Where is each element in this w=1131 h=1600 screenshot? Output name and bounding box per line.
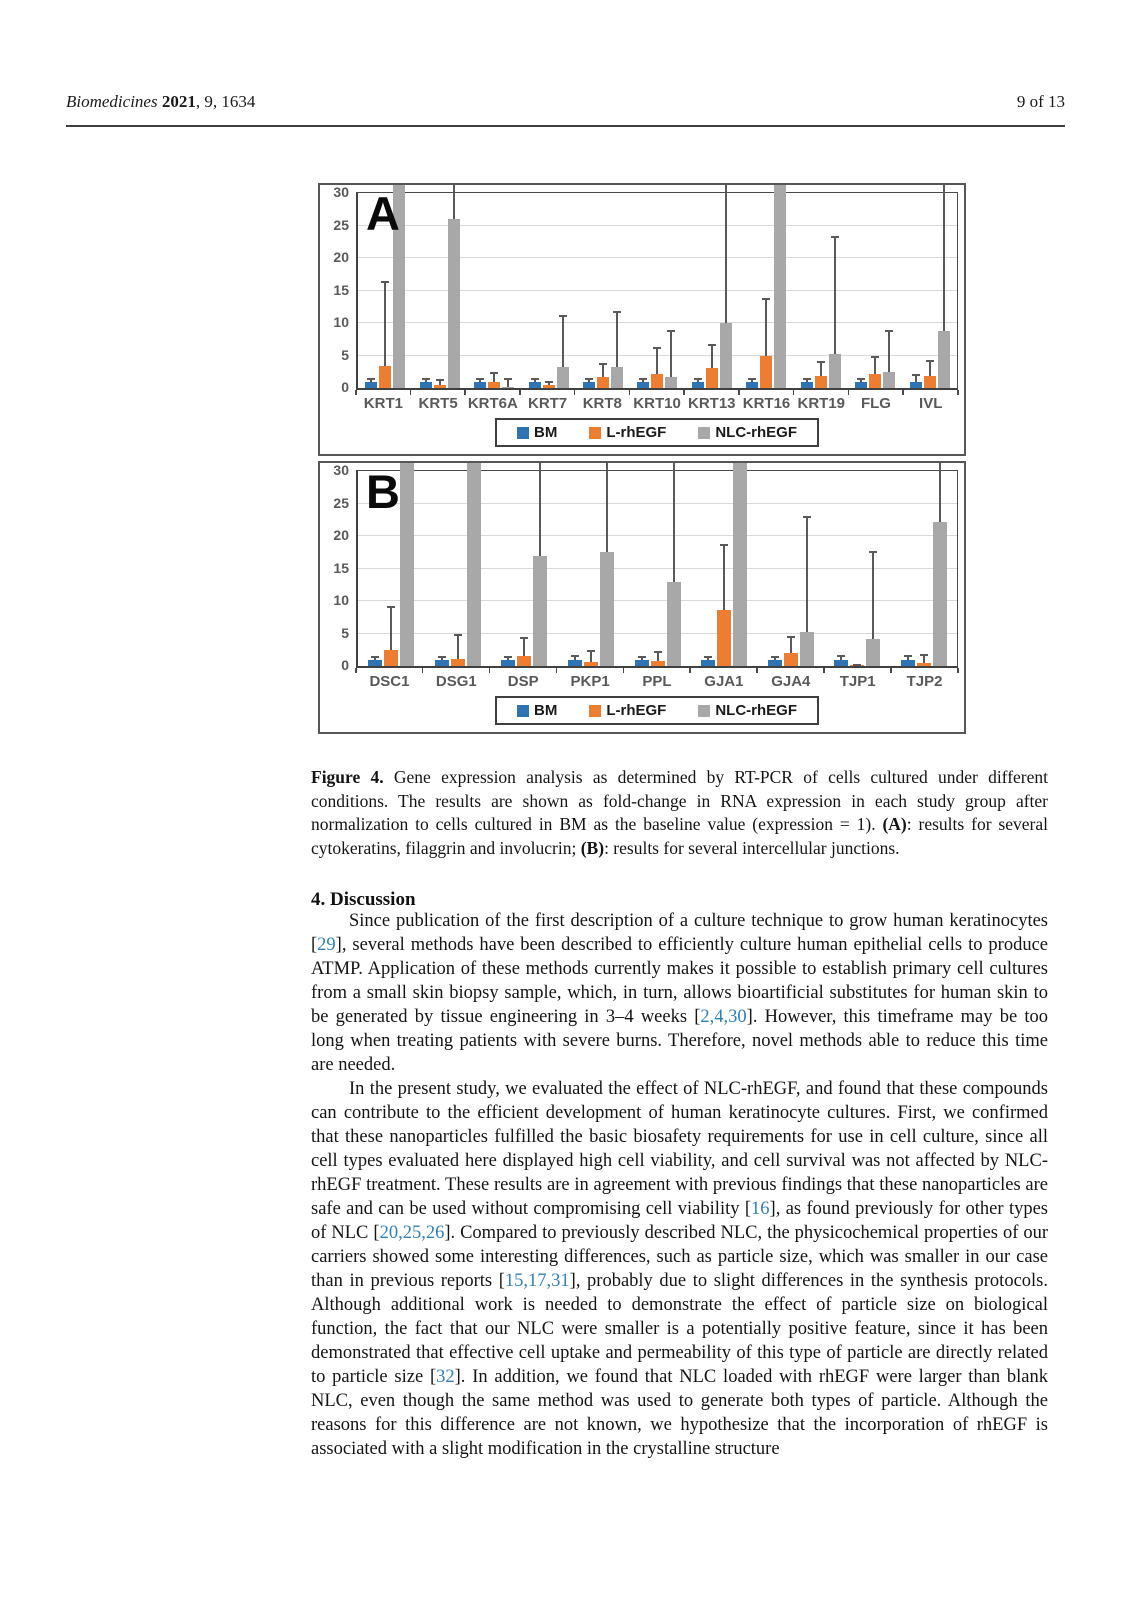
bar-nlc-rhegf-tjp2 [933, 522, 947, 666]
error-bar [923, 654, 925, 662]
error-bar [616, 311, 618, 366]
panel-letter-a: A [366, 187, 400, 240]
axis-tick [957, 390, 959, 395]
journal-citation [66, 92, 255, 112]
bar-l-rhegf-ppl [651, 661, 665, 666]
axis-tick [519, 390, 521, 395]
error-bar [534, 378, 536, 382]
error-bar [642, 378, 644, 382]
axis-tick [957, 668, 959, 673]
axis-tick [683, 390, 685, 395]
x-tick-label-krt6a: KRT6A [467, 395, 518, 412]
error-bar [860, 378, 862, 382]
axis-tick [410, 390, 412, 395]
axis-tick [464, 390, 466, 395]
x-tick-label-gja4: GJA4 [771, 673, 811, 690]
error-bar [790, 636, 792, 653]
error-bar [479, 378, 481, 382]
error-bar [523, 637, 525, 657]
error-bar [390, 606, 392, 650]
chart-legend [495, 418, 819, 447]
bar-group-ivl [903, 183, 957, 388]
error-bar [574, 655, 576, 660]
y-tick-label: 25 [333, 216, 349, 233]
y-tick-label: 15 [333, 559, 349, 576]
x-tick-label-dsg1: DSG1 [435, 673, 477, 690]
error-bar [856, 664, 858, 665]
error-bar [929, 360, 931, 376]
axis-tick [848, 390, 850, 395]
bar-group-krt7 [521, 183, 575, 388]
chart-panel-a [318, 183, 966, 456]
page-header [66, 92, 1065, 112]
bar-bm-dsg1 [435, 660, 449, 667]
bar-l-rhegf-krt8 [597, 377, 609, 388]
error-bar [457, 634, 459, 659]
error-bar [874, 356, 876, 374]
bar-l-rhegf-krt10 [651, 374, 663, 388]
axis-tick [793, 390, 795, 395]
citation-link[interactable]: 20,25,26 [379, 1223, 445, 1243]
figure-4 [318, 183, 966, 739]
bar-group-krt19 [794, 183, 848, 388]
discussion-body [311, 909, 1048, 1461]
x-tick-label-ivl: IVL [919, 395, 943, 412]
y-tick-label: 20 [333, 527, 349, 543]
bar-bm-pkp1 [568, 660, 582, 667]
figure-caption-text: Gene expression analysis as determined by RT-PCR of cells cultured under different conditions. The results are shown as fold-change in RNA expression in each study group after normalization to cells cultured in BM as the baseline value (expression = 1). (A): results for several cytokeratins, filaggrin and involucrin; (B): results for several intercellular junctions. [311, 767, 1048, 858]
axis-tick [738, 390, 740, 395]
bar-bm-krt13 [692, 382, 704, 389]
error-bar [723, 544, 725, 610]
bar-nlc-rhegf-krt7 [557, 367, 569, 388]
legend-label: L-rhEGF [606, 702, 667, 719]
bar-l-rhegf-krt13 [706, 368, 718, 388]
bar-nlc-rhegf-tjp1 [866, 639, 880, 666]
bar-group-tjp1 [824, 461, 891, 666]
bar-nlc-rhegf-krt5 [448, 219, 460, 388]
axis-tick [689, 668, 691, 673]
axis-tick [574, 390, 576, 395]
bar-bm-flg [855, 382, 867, 389]
error-bar [590, 650, 592, 662]
error-bar [840, 655, 842, 660]
bar-group-dsg1 [425, 461, 492, 666]
x-tick-label-tjp2: TJP2 [906, 673, 943, 690]
error-bar [939, 461, 941, 522]
legend-item-bm [517, 702, 557, 719]
error-bar [507, 656, 509, 659]
axis-tick [355, 390, 357, 395]
legend-label: BM [534, 702, 558, 719]
bar-group-tjp2 [891, 461, 958, 666]
citation-link[interactable]: 16 [751, 1199, 770, 1219]
axis-tick [629, 390, 631, 395]
error-bar [806, 516, 808, 632]
y-tick-label: 30 [333, 462, 349, 478]
legend-label: L-rhEGF [606, 424, 667, 441]
axis-tick [756, 668, 758, 673]
error-bar [548, 381, 550, 386]
bar-bm-krt16 [746, 382, 758, 389]
bar-nlc-rhegf-krt6a [502, 387, 514, 388]
bar-bm-krt6a [474, 382, 486, 389]
x-tick-label-krt1: KRT1 [363, 395, 403, 412]
legend-item-l-rhegf [589, 424, 666, 441]
header-divider [66, 125, 1065, 127]
error-bar [697, 378, 699, 382]
bar-group-gja4 [757, 461, 824, 666]
bar-nlc-rhegf-dsp [533, 556, 547, 667]
bar-group-krt10 [630, 183, 684, 388]
bar-bm-ivl [910, 382, 922, 389]
panel-letter-b: B [366, 465, 400, 518]
y-tick-label: 5 [341, 346, 349, 363]
error-bar [888, 330, 890, 372]
bar-nlc-rhegf-krt19 [829, 354, 841, 388]
x-tick-label-gja1: GJA1 [704, 673, 744, 690]
chart-legend [495, 696, 819, 725]
figure-caption [311, 766, 1048, 860]
bar-group-krt8 [576, 183, 630, 388]
bar-bm-dsc1 [368, 660, 382, 667]
bar-nlc-rhegf-dsg1 [467, 461, 481, 666]
error-bar [711, 344, 713, 368]
error-bar [562, 315, 564, 368]
bar-l-rhegf-krt6a [488, 382, 500, 388]
panel-ref: (A) [882, 814, 907, 834]
section-heading: 4. Discussion [311, 889, 416, 910]
bar-nlc-rhegf-krt13 [720, 323, 732, 388]
journal-name: Biomedicines [66, 92, 158, 111]
paragraph: In the present study, we evaluated the effect of NLC-rhEGF, and found that these compounds can contribute to the efficient development of human keratinocyte cultures. First, we confirmed that these nanoparticles fulfilled the basic biosafety requirements for use in cell culture, since all cell types evaluated here displayed high cell viability, and cell survival was not affected by NLC-rhEGF treatment. These results are in agreement with previous findings that these nanoparticles are safe and can be used without compromising cell viability [16], as found previously for other types of NLC [20,25,26]. Compared to previously described NLC, the physicochemical properties of our carriers showed some interesting differences, such as particle size, which was smaller in our case than in previous reports [15,17,31], probably due to slight differences in the synthesis protocols. Although additional work is needed to demonstrate the effect of particle size on biological function, the fact that our NLC were smaller is a potentially positive feature, since it has been demonstrated that effective cell uptake and permeability of this type of particle are directly related to particle size [32]. In addition, we found that NLC loaded with rhEGF were larger than blank NLC, even though the same method was used to generate both types of particle. Although the reasons for this difference are not known, we hypothesize that the incorporation of rhEGF is associated with a slight modification in the crystalline structure [311, 1079, 1049, 1459]
error-bar [670, 330, 672, 377]
axis-tick [623, 668, 625, 673]
page-number: 9 of 13 [1016, 92, 1065, 111]
legend-swatch [517, 427, 529, 439]
paragraph: Since publication of the first description of a culture technique to grow human keratinocytes [29], several methods have been described to efficiently culture human epithelial cells to produce ATMP. Application of these methods currently makes it possible to establish primary cell cultures from a small skin biopsy sample, which, in turn, allows bioartificial substitutes for human skin to be generated by tissue engineering in 3–4 weeks [2,4,30]. However, this timeframe may be too long when treating patients with severe burns. Therefore, novel methods able to reduce this time are needed. [311, 911, 1048, 1075]
axis-tick [489, 668, 491, 673]
bar-l-rhegf-tjp2 [917, 663, 931, 666]
legend-swatch [517, 705, 529, 717]
error-bar [725, 183, 727, 323]
bar-l-rhegf-krt5 [434, 385, 446, 388]
bar-l-rhegf-tjp1 [850, 665, 864, 666]
bar-bm-krt10 [637, 382, 649, 389]
error-bar [820, 361, 822, 376]
legend-swatch [698, 705, 710, 717]
bar-bm-krt19 [801, 382, 813, 389]
bar-bm-krt8 [583, 382, 595, 389]
chart-panel-b [318, 461, 966, 734]
legend-label: NLC-rhEGF [715, 702, 797, 719]
x-tick-label-krt16: KRT16 [742, 395, 791, 412]
plot-area [356, 465, 958, 668]
bar-l-rhegf-krt7 [543, 385, 555, 388]
legend-item-l-rhegf [589, 702, 666, 719]
error-bar [439, 379, 441, 385]
legend-item-bm [517, 424, 557, 441]
x-tick-label-krt5: KRT5 [418, 395, 458, 412]
error-bar [453, 183, 455, 219]
axis-tick [556, 668, 558, 673]
bar-l-rhegf-dsp [517, 656, 531, 666]
y-tick-label: 0 [341, 379, 349, 395]
error-bar [441, 656, 443, 660]
y-tick-label: 0 [341, 657, 349, 673]
error-bar [374, 656, 376, 660]
error-bar [656, 347, 658, 374]
bar-group-ppl [624, 461, 691, 666]
x-tick-label-krt8: KRT8 [582, 395, 622, 412]
y-tick-label: 30 [333, 184, 349, 200]
x-tick-label-krt10: KRT10 [633, 395, 681, 412]
citation-link[interactable]: 15,17,31 [504, 1271, 570, 1291]
error-bar [915, 374, 917, 381]
bar-bm-gja4 [768, 660, 782, 667]
error-bar [765, 298, 767, 357]
bar-l-rhegf-krt19 [815, 376, 827, 388]
bar-l-rhegf-pkp1 [584, 662, 598, 666]
bar-bm-gja1 [701, 660, 715, 667]
x-tick-label-dsp: DSP [507, 673, 539, 690]
legend-item-nlc-rhegf [698, 702, 797, 719]
legend-label: BM [534, 424, 558, 441]
legend-swatch [698, 427, 710, 439]
x-tick-label-krt19: KRT19 [797, 395, 845, 412]
axis-tick [422, 668, 424, 673]
bar-l-rhegf-dsg1 [451, 659, 465, 666]
error-bar [507, 378, 509, 387]
bar-group-krt13 [685, 183, 739, 388]
bar-bm-tjp2 [901, 660, 915, 667]
citation-link[interactable]: 29 [317, 935, 336, 955]
x-axis-labels [356, 668, 958, 695]
bar-nlc-rhegf-krt16 [774, 183, 786, 388]
x-tick-label-pkp1: PKP1 [570, 673, 610, 690]
y-axis [326, 184, 356, 395]
journal-year: 2021 [161, 92, 196, 111]
bar-bm-krt5 [420, 382, 432, 389]
bar-l-rhegf-flg [869, 374, 881, 388]
bar-group-gja1 [691, 461, 758, 666]
legend-label: NLC-rhEGF [715, 424, 797, 441]
error-bar [673, 461, 675, 582]
error-bar [370, 378, 372, 382]
citation-link[interactable]: 32 [436, 1367, 455, 1387]
legend-swatch [589, 705, 601, 717]
bar-l-rhegf-gja1 [717, 610, 731, 666]
x-tick-label-krt7: KRT7 [527, 395, 568, 412]
error-bar [425, 378, 427, 382]
y-axis [326, 462, 356, 673]
x-tick-label-ppl: PPL [642, 673, 672, 690]
error-bar [707, 656, 709, 659]
bar-group-krt5 [412, 183, 466, 388]
legend-swatch [589, 427, 601, 439]
axis-tick [902, 390, 904, 395]
bar-bm-ppl [635, 660, 649, 667]
bar-l-rhegf-gja4 [784, 653, 798, 666]
bar-bm-tjp1 [834, 660, 848, 667]
x-axis-labels [356, 390, 958, 417]
y-tick-label: 25 [333, 494, 349, 511]
x-tick-label-krt13: KRT13 [688, 395, 736, 412]
plot-area [356, 187, 958, 390]
y-tick-label: 15 [333, 281, 349, 298]
bar-group-flg [848, 183, 902, 388]
error-bar [751, 378, 753, 382]
error-bar [493, 372, 495, 382]
error-bar [384, 281, 386, 366]
bar-nlc-rhegf-pkp1 [600, 552, 614, 666]
bar-group-dsp [491, 461, 558, 666]
bar-group-krt16 [739, 183, 793, 388]
bar-nlc-rhegf-gja4 [800, 632, 814, 666]
citation-link[interactable]: 2,4,30 [700, 1007, 747, 1027]
error-bar [872, 551, 874, 639]
bar-bm-krt7 [529, 382, 541, 389]
bar-l-rhegf-ivl [924, 376, 936, 388]
y-tick-label: 5 [341, 624, 349, 641]
error-bar [907, 655, 909, 660]
x-tick-label-flg: FLG [860, 395, 891, 412]
error-bar [588, 378, 590, 382]
bar-group-pkp1 [558, 461, 625, 666]
bar-group-krt6a [467, 183, 521, 388]
bar-nlc-rhegf-ivl [938, 331, 950, 388]
axis-tick [890, 668, 892, 673]
axis-tick [823, 668, 825, 673]
bar-bm-dsp [501, 660, 515, 667]
y-tick-label: 10 [333, 314, 349, 330]
x-tick-label-dsc1: DSC1 [369, 673, 410, 690]
y-tick-label: 10 [333, 592, 349, 608]
panel-ref: (B) [580, 837, 605, 858]
figure-caption-label: Figure 4. [311, 767, 384, 787]
bar-nlc-rhegf-dsc1 [400, 461, 414, 666]
bar-l-rhegf-krt1 [379, 366, 391, 388]
bar-nlc-rhegf-krt10 [665, 377, 677, 388]
bar-nlc-rhegf-krt8 [611, 367, 623, 388]
bar-nlc-rhegf-flg [883, 372, 895, 388]
bar-l-rhegf-krt16 [760, 356, 772, 388]
error-bar [806, 378, 808, 382]
journal-volume: , 9, 1634 [195, 92, 256, 111]
error-bar [539, 461, 541, 556]
error-bar [641, 656, 643, 659]
error-bar [606, 461, 608, 552]
x-tick-label-tjp1: TJP1 [839, 673, 876, 690]
axis-tick [355, 668, 357, 673]
bar-nlc-rhegf-ppl [667, 582, 681, 666]
bar-nlc-rhegf-gja1 [733, 461, 747, 666]
error-bar [602, 363, 604, 377]
error-bar [834, 236, 836, 354]
error-bar [657, 651, 659, 661]
error-bar [774, 656, 776, 660]
legend-item-nlc-rhegf [698, 424, 797, 441]
y-tick-label: 20 [333, 249, 349, 265]
error-bar [943, 183, 945, 331]
bar-bm-krt1 [365, 382, 377, 389]
bar-l-rhegf-dsc1 [384, 650, 398, 666]
